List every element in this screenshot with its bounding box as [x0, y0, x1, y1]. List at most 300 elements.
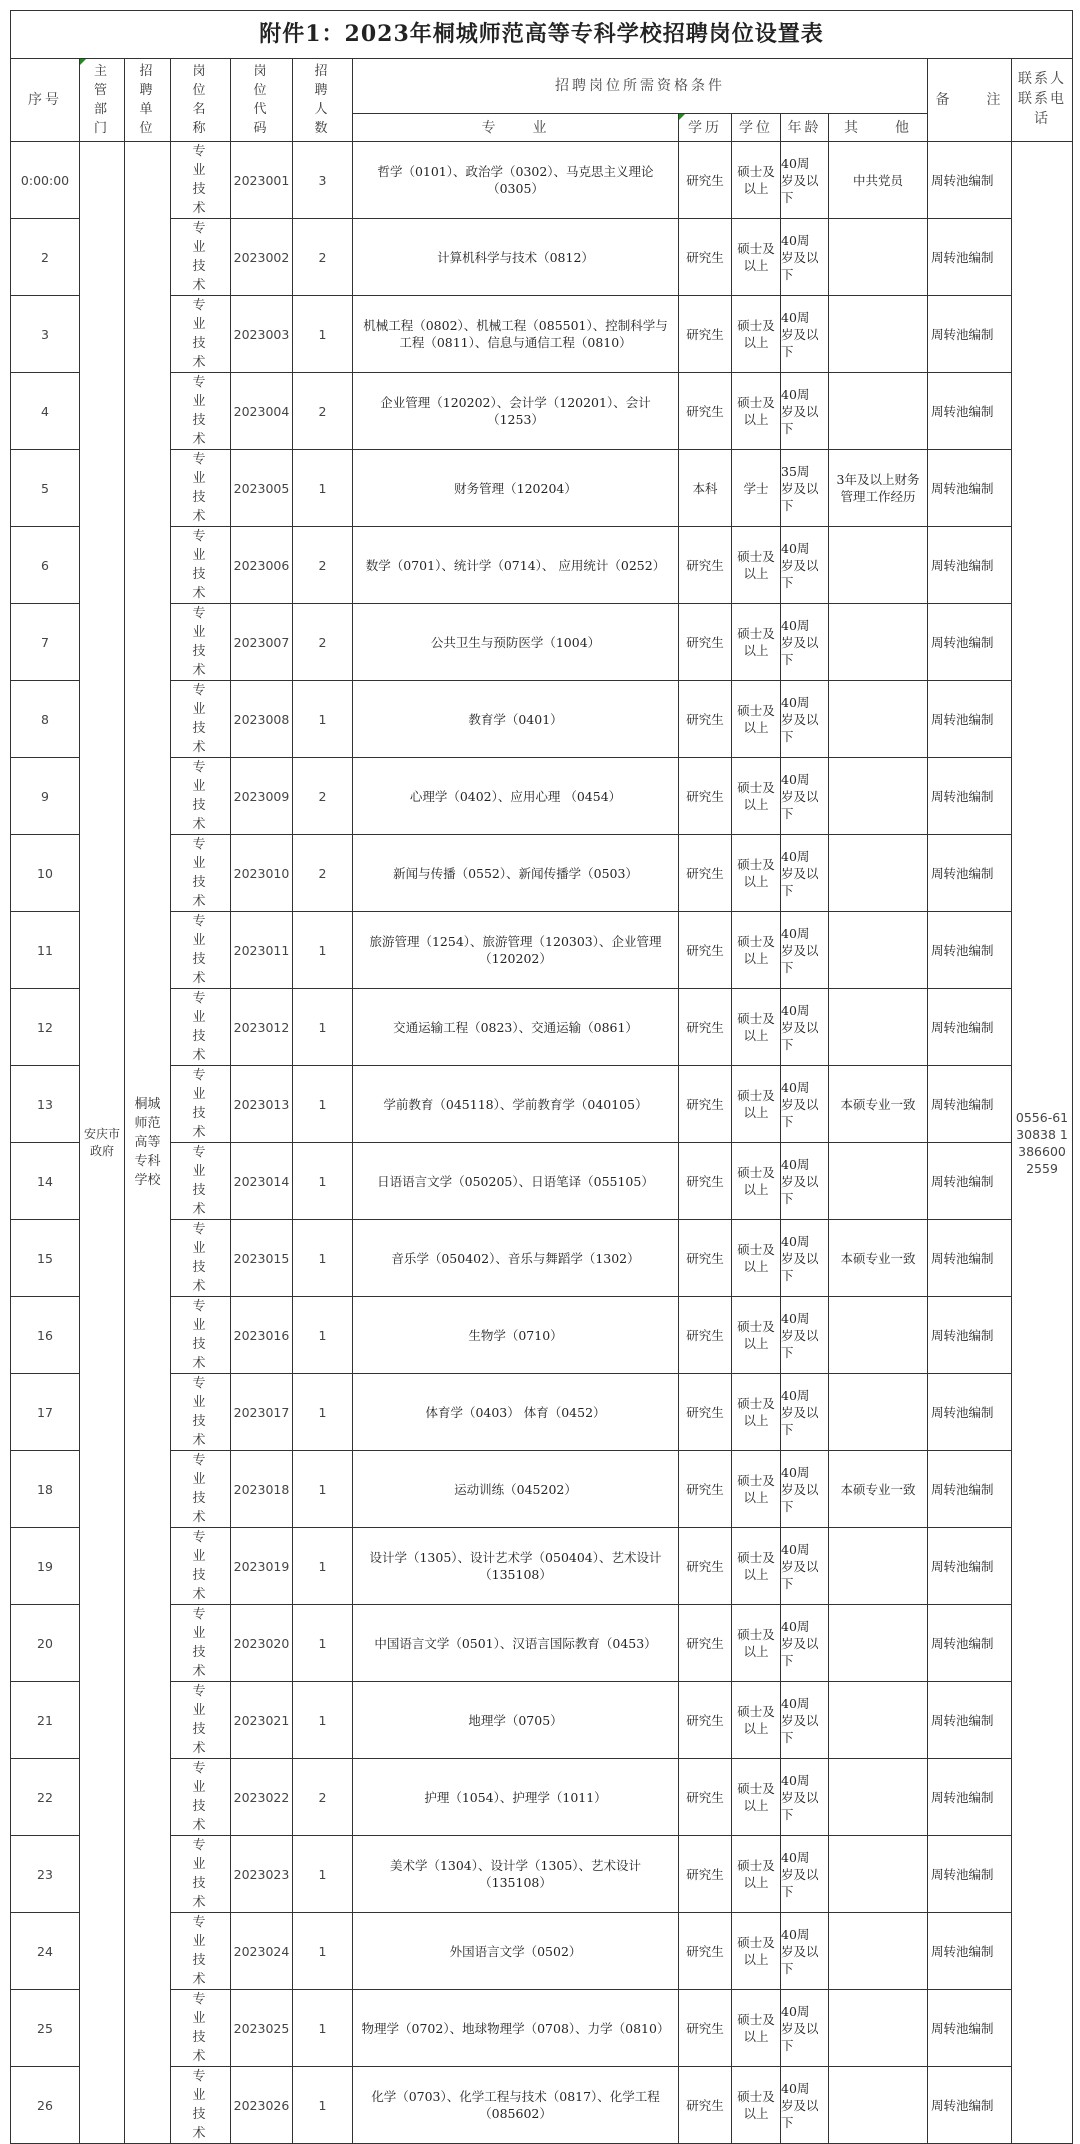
seq-cell: 23	[11, 1836, 80, 1913]
seq-cell: 10	[11, 835, 80, 912]
post-code-cell: 2023002	[231, 219, 293, 296]
edu-cell: 研究生	[679, 2067, 732, 2144]
post-name-cell	[171, 1297, 231, 1374]
table-row	[11, 219, 1073, 296]
age-cell-text: 40周岁及以下	[781, 617, 819, 667]
note-cell: 周转池编制	[928, 604, 1012, 681]
age-cell-text: 40周岁及以下	[781, 1541, 819, 1591]
table-row	[11, 296, 1073, 373]
table-row	[11, 1682, 1073, 1759]
count-cell: 1	[293, 989, 353, 1066]
degree-cell	[732, 373, 781, 450]
post-code-cell: 2023003	[231, 296, 293, 373]
post-name-cell-text: 专业技术	[192, 1222, 209, 1294]
post-code-cell: 2023014	[231, 1143, 293, 1220]
post-name-cell-text: 专业技术	[192, 1607, 209, 1679]
age-cell-text: 40周岁及以下	[781, 155, 819, 205]
header-contact-label: 联系人联系电话	[1018, 71, 1067, 127]
age-cell-text: 40周岁及以下	[781, 540, 819, 590]
note-cell: 周转池编制	[928, 373, 1012, 450]
table-row	[11, 1759, 1073, 1836]
post-code-cell: 2023008	[231, 681, 293, 758]
table-row	[11, 1220, 1073, 1297]
seq-cell: 11	[11, 912, 80, 989]
edu-cell: 研究生	[679, 1528, 732, 1605]
header-post-code	[231, 59, 293, 142]
table-row	[11, 1297, 1073, 1374]
age-cell-text: 40周岁及以下	[781, 309, 819, 359]
note-cell: 周转池编制	[928, 2067, 1012, 2144]
degree-cell-text: 硕士及以上	[737, 164, 775, 196]
note-cell: 周转池编制	[928, 450, 1012, 527]
seq-cell: 5	[11, 450, 80, 527]
degree-cell-text: 硕士及以上	[737, 626, 775, 658]
degree-cell-text: 硕士及以上	[737, 1627, 775, 1659]
degree-cell-text: 硕士及以上	[737, 857, 775, 889]
post-name-cell	[171, 604, 231, 681]
table-row	[11, 527, 1073, 604]
header-edu: 学历	[679, 114, 732, 142]
count-cell: 1	[293, 296, 353, 373]
count-cell: 1	[293, 1143, 353, 1220]
header-unit	[125, 59, 171, 142]
post-name-cell	[171, 296, 231, 373]
table-row	[11, 1143, 1073, 1220]
degree-cell	[732, 1066, 781, 1143]
post-code-cell: 2023018	[231, 1451, 293, 1528]
post-code-cell: 2023007	[231, 604, 293, 681]
major-cell: 中国语言文学（0501）、汉语言国际教育（0453）	[353, 1605, 679, 1682]
note-cell: 周转池编制	[928, 1220, 1012, 1297]
note-cell: 周转池编制	[928, 835, 1012, 912]
age-cell	[781, 1836, 829, 1913]
count-cell: 1	[293, 450, 353, 527]
header-qualifications: 招聘岗位所需资格条件	[353, 59, 928, 114]
age-cell-text: 40周岁及以下	[781, 1156, 819, 1206]
count-cell: 2	[293, 373, 353, 450]
edu-cell: 研究生	[679, 1836, 732, 1913]
other-cell: 本硕专业一致	[829, 1451, 928, 1528]
note-cell: 周转池编制	[928, 912, 1012, 989]
edu-cell: 研究生	[679, 1913, 732, 1990]
degree-cell-text: 硕士及以上	[737, 241, 775, 273]
other-cell	[829, 1374, 928, 1451]
age-cell-text: 40周岁及以下	[781, 1079, 819, 1129]
degree-cell-text: 硕士及以上	[737, 549, 775, 581]
header-other: 其 他	[829, 114, 928, 142]
note-cell: 周转池编制	[928, 296, 1012, 373]
degree-cell	[732, 1528, 781, 1605]
seq-cell: 13	[11, 1066, 80, 1143]
note-cell: 周转池编制	[928, 1913, 1012, 1990]
degree-cell-text: 学士	[743, 480, 769, 496]
age-cell	[781, 1297, 829, 1374]
post-name-cell-text: 专业技术	[192, 683, 209, 755]
post-name-cell-text: 专业技术	[192, 1684, 209, 1756]
degree-cell	[732, 527, 781, 604]
header-seq: 序号	[11, 59, 80, 142]
edu-cell: 研究生	[679, 1220, 732, 1297]
post-code-cell: 2023015	[231, 1220, 293, 1297]
post-name-cell-text: 专业技术	[192, 375, 209, 447]
degree-cell	[732, 142, 781, 219]
table-row	[11, 835, 1073, 912]
post-name-cell	[171, 450, 231, 527]
seq-cell: 26	[11, 2067, 80, 2144]
seq-cell: 8	[11, 681, 80, 758]
other-cell	[829, 1605, 928, 1682]
header-unit-label: 招聘单位	[139, 64, 156, 136]
table-row	[11, 373, 1073, 450]
post-name-cell-text: 专业技术	[192, 1068, 209, 1140]
post-name-cell	[171, 1759, 231, 1836]
post-code-cell: 2023006	[231, 527, 293, 604]
major-cell: 美术学（1304）、设计学（1305）、艺术设计（135108）	[353, 1836, 679, 1913]
post-name-cell-text: 专业技术	[192, 760, 209, 832]
note-cell: 周转池编制	[928, 1528, 1012, 1605]
degree-cell	[732, 1605, 781, 1682]
seq-cell: 16	[11, 1297, 80, 1374]
seq-cell: 15	[11, 1220, 80, 1297]
post-name-cell-text: 专业技术	[192, 1530, 209, 1602]
major-cell: 日语语言文学（050205）、日语笔译（055105）	[353, 1143, 679, 1220]
header-major: 专 业	[353, 114, 679, 142]
post-code-cell: 2023016	[231, 1297, 293, 1374]
post-name-cell-text: 专业技术	[192, 529, 209, 601]
header-degree: 学位	[732, 114, 781, 142]
degree-cell	[732, 989, 781, 1066]
seq-cell: 21	[11, 1682, 80, 1759]
post-name-cell-text: 专业技术	[192, 1992, 209, 2064]
post-name-cell	[171, 912, 231, 989]
header-post-name-label: 岗位名称	[192, 64, 209, 136]
page-title: 附件1：2023年桐城师范高等专科学校招聘岗位设置表	[11, 11, 1073, 59]
note-cell: 周转池编制	[928, 1759, 1012, 1836]
degree-cell-text: 硕士及以上	[737, 1242, 775, 1274]
age-cell-text: 40周岁及以下	[781, 1002, 819, 1052]
other-cell: 中共党员	[829, 142, 928, 219]
header-count	[293, 59, 353, 142]
age-cell	[781, 1528, 829, 1605]
edu-cell: 研究生	[679, 758, 732, 835]
table-row	[11, 1605, 1073, 1682]
edu-cell: 研究生	[679, 1682, 732, 1759]
other-cell	[829, 1297, 928, 1374]
seq-cell: 2	[11, 219, 80, 296]
note-cell: 周转池编制	[928, 1066, 1012, 1143]
major-cell: 数学（0701）、统计学（0714）、 应用统计（0252）	[353, 527, 679, 604]
header-count-label: 招聘人数	[314, 64, 331, 136]
comment-marker	[80, 59, 86, 65]
table-row	[11, 450, 1073, 527]
age-cell-text: 40周岁及以下	[781, 386, 819, 436]
header-note: 备 注	[928, 59, 1012, 142]
other-cell	[829, 1836, 928, 1913]
post-name-cell-text: 专业技术	[192, 1838, 209, 1910]
edu-cell: 本科	[679, 450, 732, 527]
dept-cell-text: 安庆市政府	[83, 1126, 120, 1158]
seq-cell: 19	[11, 1528, 80, 1605]
post-name-cell	[171, 758, 231, 835]
age-cell	[781, 681, 829, 758]
degree-cell	[732, 1990, 781, 2067]
post-name-cell	[171, 373, 231, 450]
count-cell: 1	[293, 1605, 353, 1682]
table-row	[11, 1451, 1073, 1528]
age-cell-text: 40周岁及以下	[781, 1387, 819, 1437]
age-cell-text: 40周岁及以下	[781, 1849, 819, 1899]
major-cell: 学前教育（045118）、学前教育学（040105）	[353, 1066, 679, 1143]
note-cell: 周转池编制	[928, 1143, 1012, 1220]
other-cell: 3年及以上财务管理工作经历	[829, 450, 928, 527]
post-name-cell-text: 专业技术	[192, 1145, 209, 1217]
major-cell: 生物学（0710）	[353, 1297, 679, 1374]
unit-cell	[125, 142, 171, 2144]
edu-cell: 研究生	[679, 1451, 732, 1528]
seq-cell: 0:00:00	[11, 142, 80, 219]
table-row	[11, 1836, 1073, 1913]
post-code-cell: 2023001	[231, 142, 293, 219]
other-cell	[829, 1682, 928, 1759]
degree-cell	[732, 2067, 781, 2144]
count-cell: 1	[293, 1220, 353, 1297]
age-cell-text: 40周岁及以下	[781, 1310, 819, 1360]
age-cell	[781, 1913, 829, 1990]
count-cell: 1	[293, 1451, 353, 1528]
degree-cell-text: 硕士及以上	[737, 1935, 775, 1967]
age-cell-text: 35周岁及以下	[781, 463, 819, 513]
other-cell	[829, 1990, 928, 2067]
post-name-cell	[171, 2067, 231, 2144]
age-cell	[781, 604, 829, 681]
other-cell	[829, 527, 928, 604]
edu-cell: 研究生	[679, 527, 732, 604]
header-post-name	[171, 59, 231, 142]
post-name-cell-text: 专业技术	[192, 452, 209, 524]
age-cell	[781, 912, 829, 989]
post-name-cell	[171, 989, 231, 1066]
edu-cell: 研究生	[679, 1759, 732, 1836]
age-cell-text: 40周岁及以下	[781, 2003, 819, 2053]
edu-cell: 研究生	[679, 142, 732, 219]
age-cell	[781, 142, 829, 219]
degree-cell	[732, 1297, 781, 1374]
post-name-cell	[171, 1682, 231, 1759]
age-cell	[781, 1374, 829, 1451]
post-code-cell: 2023021	[231, 1682, 293, 1759]
age-cell-text: 40周岁及以下	[781, 1618, 819, 1668]
count-cell: 2	[293, 835, 353, 912]
age-cell-text: 40周岁及以下	[781, 2080, 819, 2130]
degree-cell-text: 硕士及以上	[737, 1011, 775, 1043]
major-cell: 护理（1054）、护理学（1011）	[353, 1759, 679, 1836]
age-cell	[781, 2067, 829, 2144]
age-cell	[781, 296, 829, 373]
age-cell	[781, 1143, 829, 1220]
count-cell: 1	[293, 1913, 353, 1990]
age-cell	[781, 758, 829, 835]
count-cell: 1	[293, 681, 353, 758]
degree-cell-text: 硕士及以上	[737, 1165, 775, 1197]
edu-cell: 研究生	[679, 835, 732, 912]
age-cell	[781, 1451, 829, 1528]
count-cell: 1	[293, 1528, 353, 1605]
degree-cell	[732, 1913, 781, 1990]
other-cell	[829, 1913, 928, 1990]
other-cell	[829, 1143, 928, 1220]
post-name-cell	[171, 1528, 231, 1605]
note-cell: 周转池编制	[928, 1682, 1012, 1759]
table-row	[11, 1066, 1073, 1143]
major-cell: 地理学（0705）	[353, 1682, 679, 1759]
degree-cell-text: 硕士及以上	[737, 780, 775, 812]
table-row	[11, 1374, 1073, 1451]
header-contact	[1012, 59, 1073, 142]
degree-cell-text: 硕士及以上	[737, 395, 775, 427]
degree-cell-text: 硕士及以上	[737, 1858, 775, 1890]
degree-cell-text: 硕士及以上	[737, 703, 775, 735]
post-name-cell	[171, 1990, 231, 2067]
dept-cell	[80, 142, 125, 2144]
other-cell	[829, 989, 928, 1066]
seq-cell: 3	[11, 296, 80, 373]
post-code-cell: 2023013	[231, 1066, 293, 1143]
edu-cell: 研究生	[679, 912, 732, 989]
post-code-cell: 2023024	[231, 1913, 293, 1990]
post-name-cell	[171, 142, 231, 219]
degree-cell	[732, 1374, 781, 1451]
comment-marker	[679, 114, 685, 120]
edu-cell: 研究生	[679, 1066, 732, 1143]
seq-cell: 14	[11, 1143, 80, 1220]
count-cell: 2	[293, 604, 353, 681]
age-cell-text: 40周岁及以下	[781, 848, 819, 898]
major-cell: 运动训练（045202）	[353, 1451, 679, 1528]
post-name-cell	[171, 1836, 231, 1913]
age-cell-text: 40周岁及以下	[781, 232, 819, 282]
edu-cell: 研究生	[679, 1605, 732, 1682]
table-row	[11, 758, 1073, 835]
edu-cell: 研究生	[679, 219, 732, 296]
age-cell	[781, 1759, 829, 1836]
recruitment-table	[10, 10, 1073, 2144]
post-name-cell-text: 专业技术	[192, 2069, 209, 2141]
note-cell: 周转池编制	[928, 1605, 1012, 1682]
table-row	[11, 912, 1073, 989]
seq-cell: 12	[11, 989, 80, 1066]
major-cell: 心理学（0402）、应用心理 （0454）	[353, 758, 679, 835]
major-cell: 企业管理（120202）、会计学（120201）、会计（1253）	[353, 373, 679, 450]
seq-cell: 24	[11, 1913, 80, 1990]
post-name-cell	[171, 1605, 231, 1682]
other-cell	[829, 1759, 928, 1836]
count-cell: 2	[293, 219, 353, 296]
age-cell-text: 40周岁及以下	[781, 1464, 819, 1514]
note-cell: 周转池编制	[928, 681, 1012, 758]
edu-cell: 研究生	[679, 989, 732, 1066]
degree-cell	[732, 912, 781, 989]
degree-cell-text: 硕士及以上	[737, 2089, 775, 2121]
edu-cell: 研究生	[679, 604, 732, 681]
other-cell	[829, 373, 928, 450]
contact-cell: 0556-6130838 13866002559	[1012, 142, 1073, 2144]
note-cell: 周转池编制	[928, 758, 1012, 835]
degree-cell-text: 硕士及以上	[737, 1088, 775, 1120]
degree-cell-text: 硕士及以上	[737, 318, 775, 350]
degree-cell-text: 硕士及以上	[737, 1396, 775, 1428]
table-row	[11, 1528, 1073, 1605]
major-cell: 教育学（0401）	[353, 681, 679, 758]
post-code-cell: 2023009	[231, 758, 293, 835]
table-row	[11, 2067, 1073, 2144]
post-name-cell-text: 专业技术	[192, 1299, 209, 1371]
post-code-cell: 2023023	[231, 1836, 293, 1913]
post-code-cell: 2023025	[231, 1990, 293, 2067]
post-name-cell	[171, 219, 231, 296]
post-name-cell-text: 专业技术	[192, 1453, 209, 1525]
major-cell: 公共卫生与预防医学（1004）	[353, 604, 679, 681]
seq-cell: 6	[11, 527, 80, 604]
post-code-cell: 2023004	[231, 373, 293, 450]
degree-cell-text: 硕士及以上	[737, 2012, 775, 2044]
post-name-cell-text: 专业技术	[192, 1915, 209, 1987]
degree-cell	[732, 1143, 781, 1220]
seq-cell: 17	[11, 1374, 80, 1451]
post-name-cell	[171, 1066, 231, 1143]
edu-cell: 研究生	[679, 1990, 732, 2067]
post-name-cell-text: 专业技术	[192, 606, 209, 678]
degree-cell	[732, 450, 781, 527]
post-code-cell: 2023011	[231, 912, 293, 989]
edu-cell: 研究生	[679, 373, 732, 450]
table-row	[11, 681, 1073, 758]
post-name-cell	[171, 1913, 231, 1990]
age-cell	[781, 1605, 829, 1682]
table-row	[11, 1990, 1073, 2067]
degree-cell	[732, 1220, 781, 1297]
age-cell	[781, 1066, 829, 1143]
post-name-cell-text: 专业技术	[192, 991, 209, 1063]
degree-cell	[732, 758, 781, 835]
count-cell: 1	[293, 2067, 353, 2144]
seq-cell: 18	[11, 1451, 80, 1528]
degree-cell	[732, 1759, 781, 1836]
table-row	[11, 604, 1073, 681]
degree-cell-text: 硕士及以上	[737, 1550, 775, 1582]
header-dept	[80, 59, 125, 142]
count-cell: 1	[293, 1066, 353, 1143]
header-post-code-label: 岗位代码	[253, 64, 270, 136]
post-code-cell: 2023010	[231, 835, 293, 912]
post-code-cell: 2023005	[231, 450, 293, 527]
major-cell: 化学（0703）、化学工程与技术（0817）、化学工程（085602）	[353, 2067, 679, 2144]
unit-cell-text: 桐城师范高等专科学校	[134, 1097, 161, 1188]
major-cell: 哲学（0101）、政治学（0302）、马克思主义理论（0305）	[353, 142, 679, 219]
degree-cell	[732, 296, 781, 373]
other-cell: 本硕专业一致	[829, 1066, 928, 1143]
count-cell: 2	[293, 1759, 353, 1836]
post-name-cell-text: 专业技术	[192, 914, 209, 986]
note-cell: 周转池编制	[928, 1451, 1012, 1528]
other-cell	[829, 912, 928, 989]
major-cell: 设计学（1305）、设计艺术学（050404）、艺术设计（135108）	[353, 1528, 679, 1605]
table-row	[11, 142, 1073, 219]
note-cell: 周转池编制	[928, 1297, 1012, 1374]
other-cell	[829, 2067, 928, 2144]
age-cell-text: 40周岁及以下	[781, 694, 819, 744]
other-cell	[829, 681, 928, 758]
post-code-cell: 2023012	[231, 989, 293, 1066]
